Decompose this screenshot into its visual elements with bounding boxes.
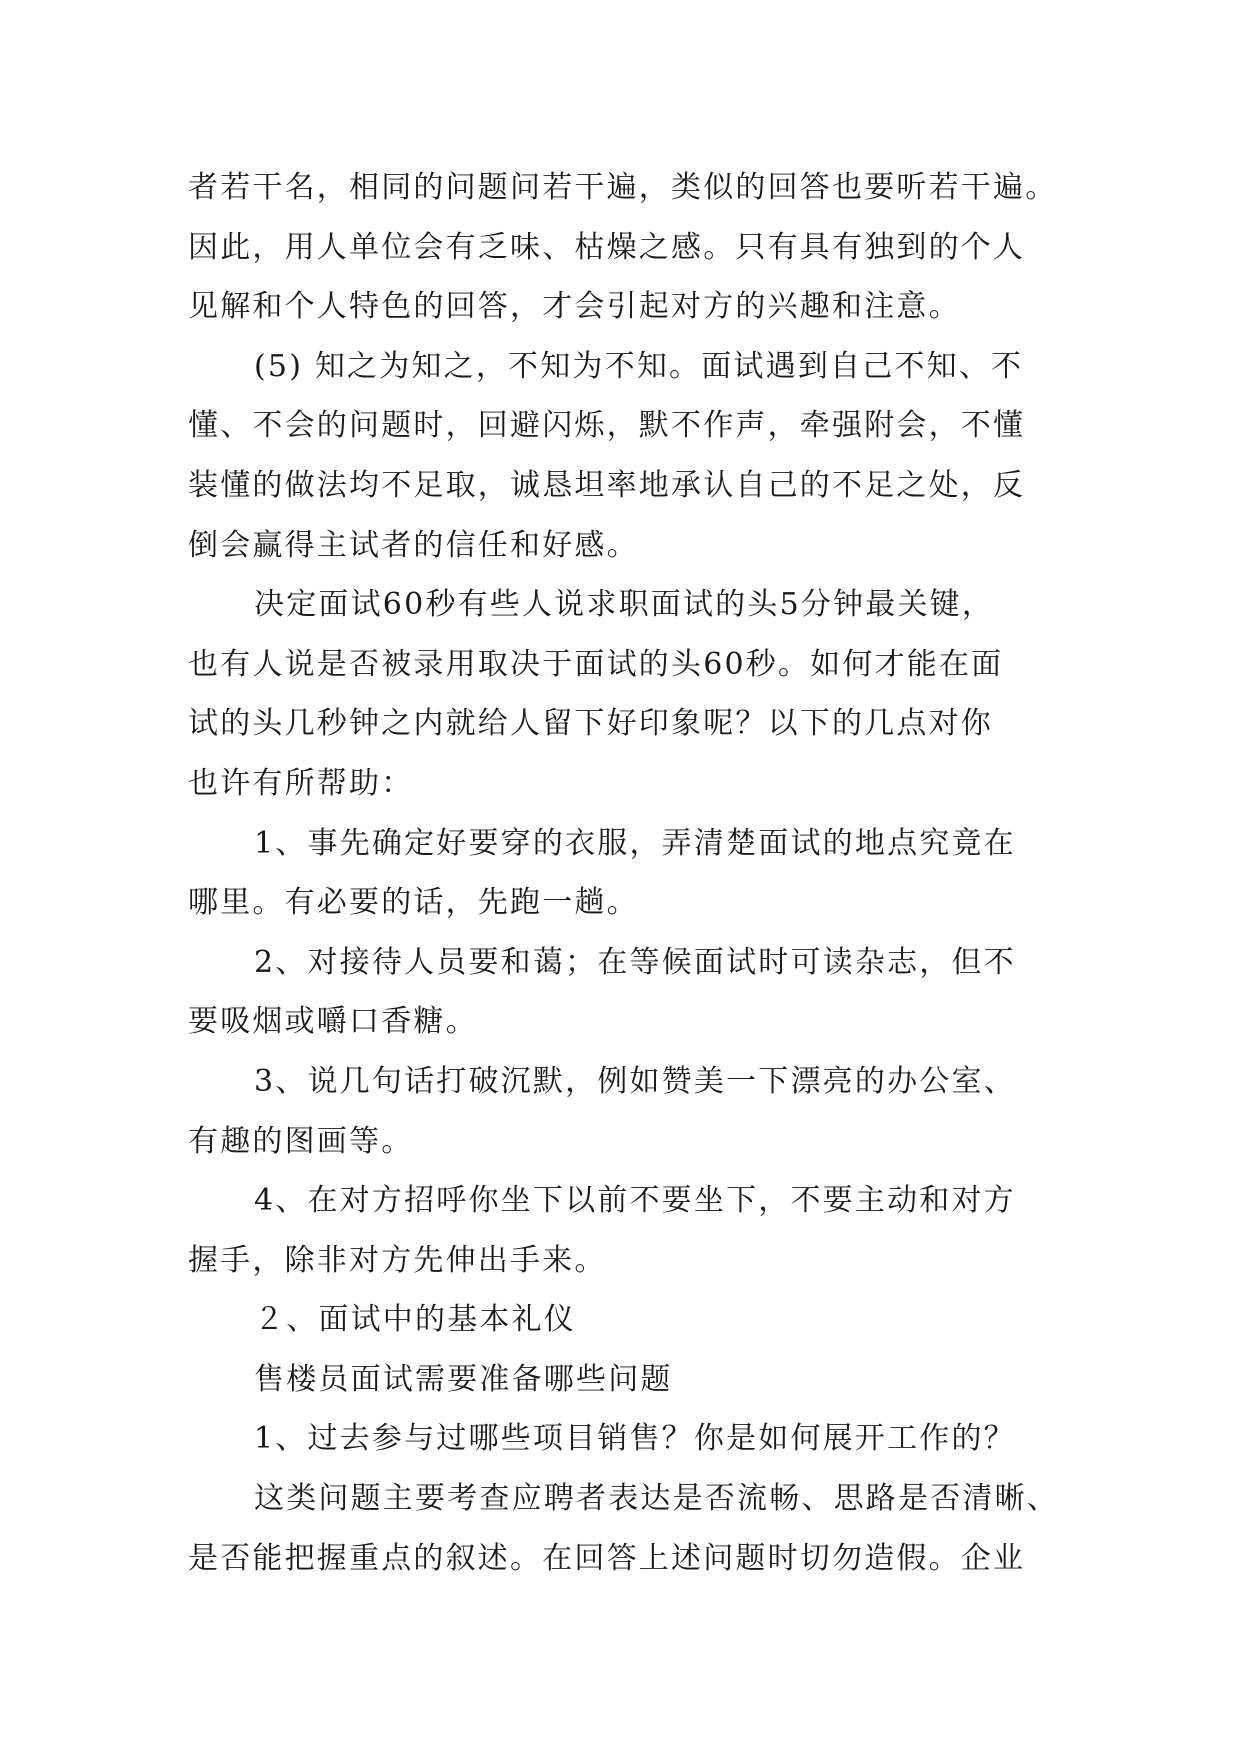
text-line: 懂、不会的问题时，回避闪烁，默不作声，牵强附会，不懂 (188, 408, 1026, 444)
question-line: 1、过去参与过哪些项目销售？你是如何展开工作的？ (254, 1421, 1016, 1457)
text-line: 试的头几秒钟之内就给人留下好印象呢？以下的几点对你 (188, 706, 993, 742)
subsection-heading: 售楼员面试需要准备哪些问题 (254, 1361, 673, 1397)
paragraph-start-line: 这类问题主要考查应聘者表达是否流畅、思路是否清晰、 (254, 1481, 1059, 1517)
text-line: 是否能把握重点的叙述。在回答上述问题时切勿造假。企业 (188, 1540, 1026, 1576)
text-line: 也有人说是否被录用取决于面试的头60秒。如何才能在面 (188, 646, 1004, 682)
list-item-line: 3、说几句话打破沉默，例如赞美一下漂亮的办公室、 (254, 1063, 1016, 1099)
section-heading: ２、面试中的基本礼仪 (254, 1302, 576, 1338)
text-line: 见解和个人特色的回答，才会引起对方的兴趣和注意。 (188, 289, 961, 325)
list-item-line: 2、对接待人员要和蔼；在等候面试时可读杂志，但不 (254, 944, 1016, 980)
list-item-line: 4、在对方招呼你坐下以前不要坐下，不要主动和对方 (254, 1183, 1016, 1219)
text-line: 者若干名，相同的问题问若干遍，类似的回答也要听若干遍。 (188, 170, 1058, 205)
text-line: 要吸烟或嚼口香糖。 (188, 1004, 478, 1040)
text-line: 哪里。有必要的话，先跑一趟。 (188, 885, 639, 921)
document-body (188, 158, 1058, 1588)
text-line: 也许有所帮助： (188, 765, 414, 801)
text-line: 握手，除非对方先伸出手来。 (188, 1242, 607, 1278)
list-item-line: 1、事先确定好要穿的衣服，弄清楚面试的地点究竟在 (254, 825, 1016, 861)
text-line: 因此，用人单位会有乏味、枯燥之感。只有具有独到的个人 (188, 229, 1026, 265)
text-line: 有趣的图画等。 (188, 1123, 414, 1159)
paragraph-start-line: 决定面试60秒有些人说求职面试的头5分钟最关键， (254, 587, 995, 623)
text-line: 装懂的做法均不足取，诚恳坦率地承认自己的不足之处，反 (188, 467, 1026, 503)
text-line: 倒会赢得主试者的信任和好感。 (188, 527, 639, 563)
paragraph-start-line: (5) 知之为知之，不知为不知。面试遇到自己不知、不 (254, 348, 1024, 384)
